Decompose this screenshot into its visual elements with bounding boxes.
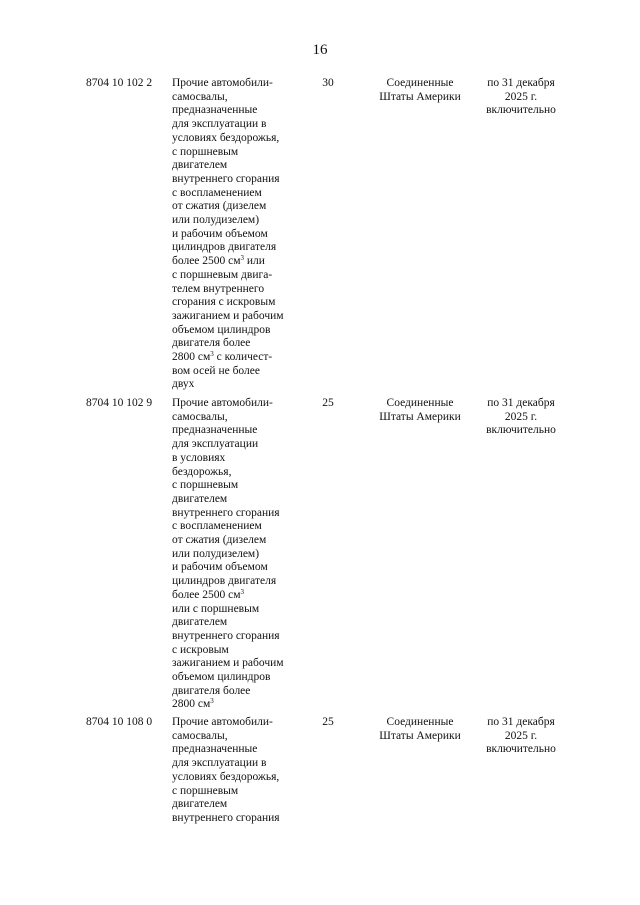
description-line: или с поршневым <box>172 602 260 615</box>
country-of-origin: Соединенные Штаты Америки <box>379 397 461 423</box>
tnved-code: 8704 10 102 9 <box>86 397 153 409</box>
description-line: в условиях <box>172 451 226 464</box>
country-of-origin: Соединенные Штаты Америки <box>379 77 461 103</box>
description-line: двигателя более <box>172 337 251 350</box>
superscript: 3 <box>240 254 245 263</box>
description-line: от сжатия (дизелем <box>172 534 267 547</box>
description-line: условиях бездорожья, <box>172 770 280 783</box>
description-line: вом осей не более <box>172 364 260 377</box>
description-line: зажиганием и рабочим <box>172 657 284 670</box>
description-line: внутреннего сгорания <box>172 811 280 824</box>
description-line: предназначенные <box>172 424 258 437</box>
description-line: с искровым <box>172 643 229 656</box>
validity-term: по 31 декабря 2025 г. включительно <box>486 77 556 117</box>
superscript: 3 <box>210 697 214 706</box>
description-line: цилиндров двигателя <box>172 575 277 588</box>
superscript: 3 <box>240 587 245 596</box>
description-line: Прочие автомобили- <box>172 77 273 89</box>
country-of-origin: Соединенные Штаты Америки <box>379 716 461 742</box>
description-line: предназначенные <box>172 104 258 117</box>
description-line: самосвалы, <box>172 410 228 423</box>
description-line: 2800 $см^3$ с количест- <box>172 350 273 364</box>
goods-description <box>172 77 312 392</box>
description-line: условиях бездорожья, <box>172 131 280 144</box>
description-line: бездорожья, <box>172 465 232 478</box>
validity-term: по 31 декабря 2025 г. включительно <box>486 716 556 756</box>
description-line: для эксплуатации в <box>172 118 267 131</box>
description-line: самосвалы, <box>172 90 228 103</box>
description-line: объемом цилиндров <box>172 323 271 336</box>
description-line: с воспламенением <box>172 520 262 533</box>
description-line: более 2500 $см^3$ <box>172 587 245 601</box>
description-line: двух <box>172 378 195 391</box>
description-line: двигателем <box>172 492 228 505</box>
duty-rate: 25 <box>322 397 334 409</box>
description-line: внутреннего сгорания <box>172 506 280 519</box>
description-line: двигателем <box>172 616 228 629</box>
description-line: от сжатия (дизелем <box>172 200 267 213</box>
description-line: телем внутреннего <box>172 282 265 295</box>
description-line: сгорания с искровым <box>172 296 276 309</box>
description-line: предназначенные <box>172 743 258 756</box>
description-line: двигателя более <box>172 684 251 697</box>
description-line: или полудизелем) <box>172 214 260 227</box>
page-number: 16 <box>312 42 328 58</box>
description-line: более 2500 $см^3$ или <box>172 254 265 268</box>
duty-rate: 30 <box>322 77 334 89</box>
description-line: с поршневым <box>172 145 239 158</box>
description-line: с поршневым <box>172 784 239 797</box>
description-line: зажиганием и рабочим <box>172 309 284 322</box>
description-line: для эксплуатации <box>172 438 259 451</box>
description-line: Прочие автомобили- <box>172 397 273 409</box>
description-line: внутреннего сгорания <box>172 172 280 185</box>
goods-description <box>172 716 312 826</box>
description-line: Прочие автомобили- <box>172 716 273 728</box>
description-line: или полудизелем) <box>172 547 260 560</box>
goods-description <box>172 397 312 712</box>
description-line: внутреннего сгорания <box>172 629 280 642</box>
description-line: цилиндров двигателя <box>172 241 277 254</box>
description-line: с поршневым <box>172 479 239 492</box>
validity-term: по 31 декабря 2025 г. включительно <box>486 397 556 437</box>
description-line: с воспламенением <box>172 186 262 199</box>
description-line: объемом цилиндров <box>172 671 271 684</box>
description-line: и рабочим объемом <box>172 227 268 240</box>
description-line: 2800 $см^3$ <box>172 697 214 711</box>
description-line: двигателем <box>172 798 228 811</box>
description-line: и рабочим объемом <box>172 561 268 574</box>
description-line: самосвалы, <box>172 729 228 742</box>
superscript: 3 <box>210 350 214 359</box>
duty-rate: 25 <box>322 716 334 728</box>
description-line: с поршневым двига- <box>172 268 273 281</box>
tnved-code: 8704 10 108 0 <box>86 716 153 728</box>
description-line: для эксплуатации в <box>172 757 267 770</box>
description-line: двигателем <box>172 159 228 172</box>
tnved-code: 8704 10 102 2 <box>86 77 153 89</box>
